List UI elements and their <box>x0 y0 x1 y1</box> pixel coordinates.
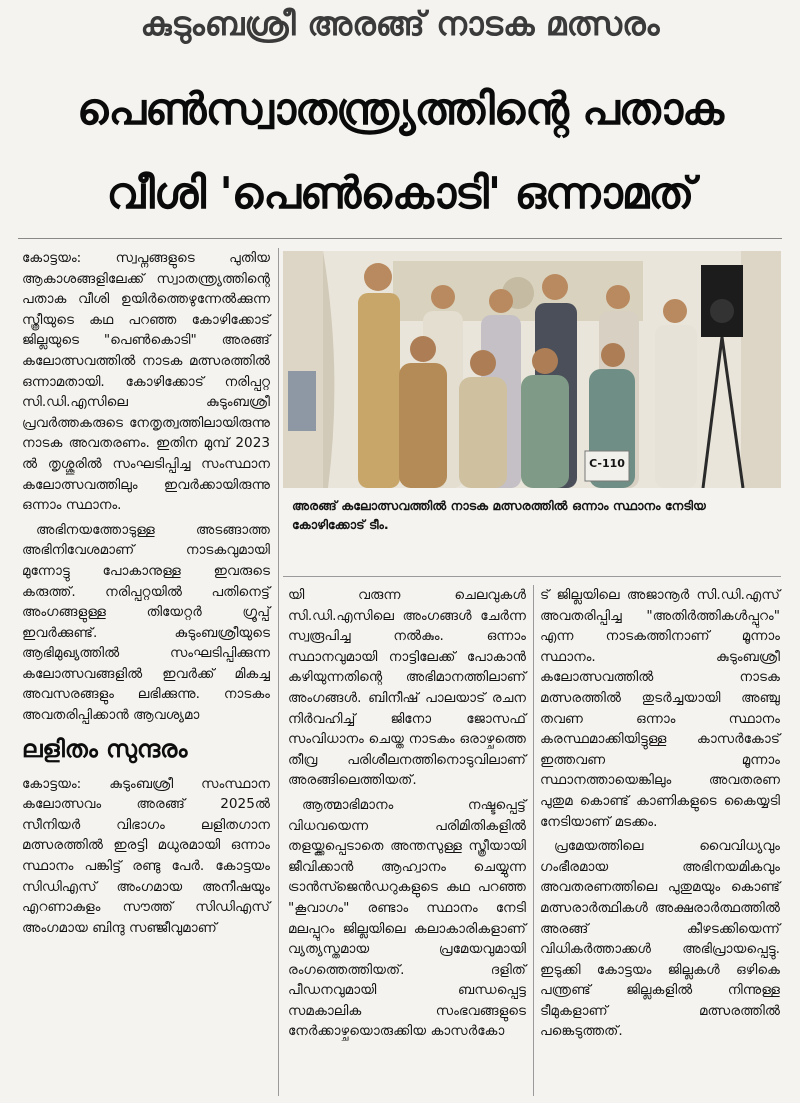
column-rule <box>278 248 279 1096</box>
paragraph: ട് ജില്ലയിലെ അജാനൂർ സി.ഡി.എസ് അവതരിപ്പിച്ച "അതിർത്തികൾപ്പുറം" എന്ന നാടകത്തിനാണ് മൂന്നാം സ്ഥാനം. കുടുംബശ്രീ കലോത്സവത്തിൽ നാടക മത്സരത്തിൽ തുടർച്ചയായി അഞ്ചു തവണ ഒന്നാം സ്ഥാനം കരസ്ഥമാക്കിയിട്ടുള്ള കാസർകോട് ഇത്തവണ മൂന്നാം സ്ഥാനത്തായെങ്കിലും അവതരണ പുതുമ കൊണ്ട് കാണികളുടെ കൈയ്യടി നേടിയാണ് മടക്കം. <box>540 587 780 830</box>
article-column-3 <box>540 585 780 1046</box>
paragraph: കോട്ടയം: സ്വപ്നങ്ങളുടെ പുതിയ ആകാശങ്ങളിലേക്ക് സ്വാതന്ത്ര്യത്തിന്റെ പതാക വീശി ഉയിർത്തെഴുന്നേൽക്കുന്ന സ്ത്രീയുടെ കഥ പറഞ്ഞ കോഴിക്കോട് ജില്ലയുടെ "പെൺകൊടി" അരങ്ങ് കലോത്സവത്തിൽ നാടക മത്സരത്തിൽ ഒന്നാമതായി. കോഴിക്കോട് നരിപ്പറ്റ സി.ഡി.എസിലെ കുടുംബശ്രീ പ്രവർത്തകരുടെ നേതൃത്വത്തിലായിരുന്നു നാടക അവതരണം. ഇതിന മുമ്പ് 2023 ൽ തൃശ്ശൂരിൽ സംഘടിപ്പിച്ച സംസ്ഥാന കലോത്സവത്തിലും ഇവർക്കായിരുന്നു ഒന്നാം സ്ഥാനം. <box>22 250 270 514</box>
paragraph: അഭിനയത്തോടുള്ള അടങ്ങാത്ത അഭിനിവേശമാണ് നാടകവുമായി മുന്നോട്ടു പോകാനുള്ള ഇവരുടെ കരുത്ത്. നരിപ്പറ്റയിൽ പതിനെട്ട് അംഗങ്ങളുള്ള തിയേറ്റർ ഗ്രൂപ്പ് ഇവർക്കുണ്ട്. കുടുംബശ്രീയുടെ ആഭിമുഖ്യത്തിൽ സംഘടിപ്പിക്കുന്ന കലോത്സവങ്ങളിൽ ഇവർക്ക് മികച്ച അവസരങ്ങളും ലഭിക്കുന്നു. നാടകം അവതരിപ്പിക്കാൻ ആവശ്യമാ <box>22 521 270 724</box>
kicker-headline: കുടുംബശ്രീ അരങ്ങ് നാടക മത്സരം <box>140 4 660 43</box>
paragraph: കോട്ടയം: കുടുംബശ്രീ സംസ്ഥാന കലോത്സവം അരങ്ങ് 2025ൽ സീനിയർ വിഭാഗം ലളിതഗാന മത്സരത്തിൽ ഇരട്ടി മധുരമായി ഒന്നാം സ്ഥാനം പങ്കിട്ട് രണ്ടു പേർ. കോട്ടയം സിഡിഎസ് അംഗമായ അനീഷയും എറണാകുളം സൗത്ത് സിഡിഎസ് അംഗമായ ബിന്ദു സഞ്ജീവുമാണ് <box>22 775 270 936</box>
column-rule <box>533 585 534 1096</box>
team-photo-illustration <box>283 251 781 488</box>
photo-caption: അരങ്ങ് കലോത്സവത്തിൽ നാടക മത്സരത്തിൽ ഒന്നാം സ്ഥാനം നേടിയ കോഴിക്കോട് ടീം. <box>292 498 706 532</box>
paragraph: പ്രമേയത്തിലെ വൈവിധ്യവും ഗംഭീരമായ അഭിനയമികവും അവതരണത്തിലെ പുതുമയും കൊണ്ട് മത്സരാർത്ഥികൾ അക്ഷരാർത്ഥത്തിൽ അരങ്ങ് കീഴടക്കിയെന്ന് വിധികർത്താക്കൾ അഭിപ്രായപ്പെട്ടു. ഇടുക്കി കോട്ടയം ജില്ലകൾ ഒഴികെ പന്ത്രണ്ട് ജില്ലകളിൽ നിന്നുള്ള ടീമുകളാണ് മത്സരത്തിൽ പങ്കെടുത്തത്. <box>540 838 780 1040</box>
article-column-2 <box>288 585 526 1046</box>
paragraph: ആത്മാഭിമാനം നഷ്ടപ്പെട്ട് വിധവയെന്ന പരിമിതികളിൽ തളയ്ക്കപ്പെടാതെ അന്തസുള്ള സ്ത്രീയായി ജീവിക്കാൻ ആഹ്വാനം ചെയ്യുന്ന ട്രാൻസ്ജെൻഡറുകളുടെ കഥ പറഞ്ഞ "കൂവാഗം" രണ്ടാം സ്ഥാനം നേടി മലപ്പുറം ജില്ലയിലെ കലാകാരികളാണ് വ്യത്യസ്തമായ പ്രമേയവുമായി രംഗത്തെത്തിയത്. ദളിത് പീഡനവുമായി ബന്ധപ്പെട്ട സമകാലിക സംഭവങ്ങളുടെ നേർക്കാഴ്ചയൊരുക്കിയ കാസർകോ <box>288 796 526 1040</box>
divider-rule <box>18 238 782 239</box>
paragraph: യി വരുന്ന ചെലവുകൾ സി.ഡി.എസിലെ അംഗങ്ങൾ ചേർന്ന സ്വരൂപിച്ച നൽകും. ഒന്നാം സ്ഥാനവുമായി നാട്ടിലേക്ക് പോകാൻ കഴിയുന്നതിന്റെ അഭിമാനത്തിലാണ് അംഗങ്ങൾ. ബിനീഷ് പാലയാട് രചന നിർവഹിച്ച് ജിനോ ജോസഫ് സംവിധാനം ചെയ്ത നാടകം ഒരാഴ്ചത്തെ തീവ്ര പരിശീലനത്തിനൊടുവിലാണ് അരങ്ങിലെത്തിയത്. <box>288 587 526 789</box>
section-subheading: ലളിതം സുന്ദരം <box>22 734 188 763</box>
headline-line-2: വീശി 'പെൺകൊടി' ഒന്നാമത് <box>106 168 694 219</box>
article-column-1 <box>22 248 270 942</box>
caption-rule <box>283 576 781 577</box>
placard-number: C-110 <box>589 457 625 470</box>
team-photo <box>283 251 781 488</box>
headline-line-1: പെൺസ്വാതന്ത്ര്യത്തിന്റെ പതാക <box>76 84 723 135</box>
